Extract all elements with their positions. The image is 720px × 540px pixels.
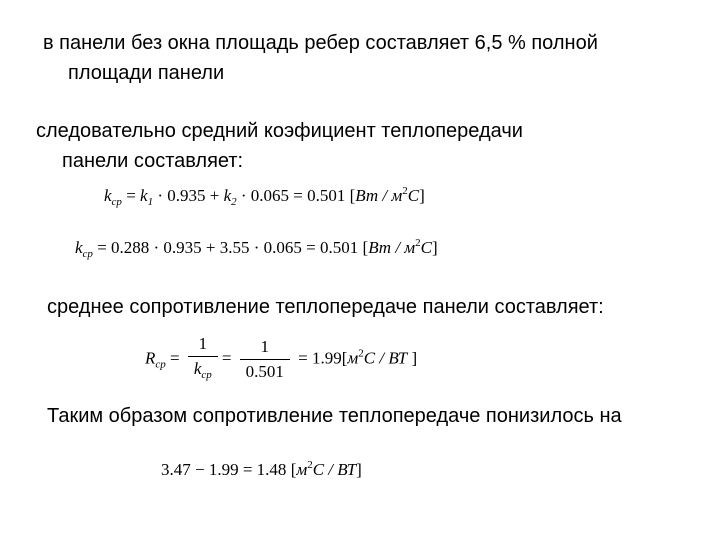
unit-bracket: [ [349,186,356,205]
paragraph-coefficient-line2: панели составляет: [62,150,244,172]
denominator [188,357,218,385]
unit: С / ВТ [363,348,408,368]
k-symbol: k [104,186,112,205]
k-symbol: k [193,359,202,378]
unit: С [420,238,432,257]
k1-symbol: k [140,186,148,205]
paragraph-rib-area-line2: площади панели [68,62,225,84]
unit: С / ВТ [312,460,357,479]
unit-bracket: ] [432,238,438,257]
unit-bracket: ] [356,460,362,479]
formula-part: 3.47 − 1.99 = 1.48 [161,460,291,479]
unit: м [347,348,359,368]
subscript-1: 1 [147,196,154,208]
unit: Вт / м [368,238,416,257]
unit-bracket: [ [362,238,369,257]
k-symbol: k [75,238,83,257]
paragraph-conclusion: Таким образом сопротивление теплопередаче понизилось на [47,405,622,427]
fraction-1-over-0501 [240,337,290,382]
unit-bracket: [ [341,348,348,368]
unit-exponent: 2 [307,459,313,471]
subscript-2: 2 [231,196,237,208]
unit: С [407,186,420,205]
unit-bracket: ] [419,186,425,205]
formula-part: · 0.935 + [153,186,224,205]
paragraph-rib-area-line1: в панели без окна площадь ребер составляет 6,5 % полной [43,32,598,54]
numerator: 1 [188,334,218,357]
denominator: 0.501 [245,362,284,381]
unit: Вт / м [355,186,403,205]
r-symbol: R [145,348,156,368]
paragraph-resistance: среднее сопротивление теплопередаче панели составляет: [47,296,604,318]
formula-part: = 0.288 · 0.935 + 3.55 · 0.065 = 0.501 [92,238,363,257]
paragraph-coefficient-line1: следовательно средний коэфициент теплопередачи [36,120,523,142]
unit-bracket: ] [407,348,418,368]
subscript-cp: ср [82,248,93,260]
unit-exponent: 2 [402,185,408,197]
numerator: 1 [240,337,290,360]
unit-exponent: 2 [415,237,421,249]
formula-resistance: $R_{ср}$ = $\frac{1}{k_{ср}}$ = $\frac{1}{0.501}$ = $1.99[м^2С$ / ВТ ] [145,334,417,385]
unit-exponent: 2 [358,347,364,360]
formula-coefficient-symbolic: $k_{ср} = k_1 \cdot 0.935 + k_2 \cdot 0.065 = 0.501$ $[Вт / м^2С]$ [104,185,425,208]
k2-symbol: k [223,186,232,205]
unit-bracket: [ [290,460,297,479]
unit: м [296,460,308,479]
fraction-1-over-kcp [188,334,218,385]
formula-part: = 1.99 [293,348,342,368]
formula-difference [161,455,362,480]
formula-part: · 0.065 = 0.501 [236,186,350,205]
subscript-cp: ср [111,196,122,208]
formula-coefficient-numeric [75,233,438,264]
subscript-cp: ср [201,369,212,381]
subscript-cp: ср [155,358,166,371]
